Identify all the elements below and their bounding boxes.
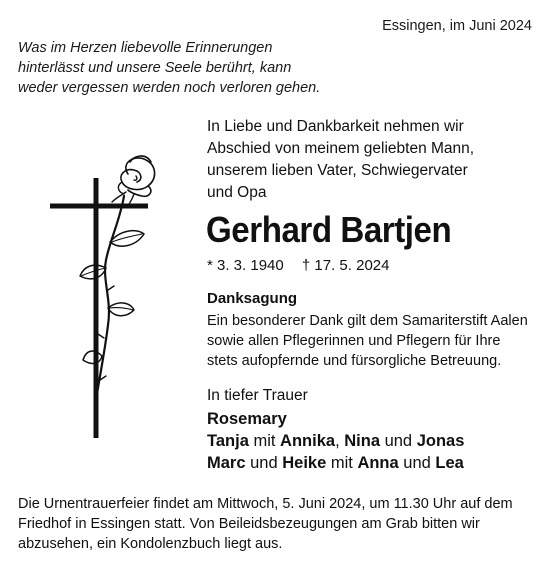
mourner-name: Tanja bbox=[207, 432, 249, 450]
birth-date: * 3. 3. 1940 bbox=[207, 257, 284, 274]
farewell-line: unserem lieben Vater, Schwiegervater bbox=[207, 162, 468, 179]
connector: und bbox=[398, 454, 436, 472]
funeral-info bbox=[18, 494, 538, 554]
thanks-heading: Danksagung bbox=[207, 290, 298, 307]
connector: und bbox=[245, 454, 283, 472]
funeral-line: Die Urnentrauerfeier findet am Mittwoch, 5. Juni 2024, um 11.30 Uhr auf dem bbox=[18, 496, 513, 512]
mourning-intro: In tiefer Trauer bbox=[207, 387, 308, 404]
mourner-name: Annika bbox=[280, 432, 336, 450]
connector: und bbox=[380, 432, 417, 450]
cross-with-rose-icon bbox=[50, 150, 170, 440]
funeral-line: abzusehen, ein Kondolenzbuch liegt aus. bbox=[18, 536, 283, 552]
poem-line: hinterlässt und unsere Seele berührt, kann bbox=[18, 60, 292, 76]
farewell-line: und Opa bbox=[207, 184, 267, 201]
place-date: Essingen, im Juni 2024 bbox=[382, 18, 532, 34]
mourner-name: Nina bbox=[344, 432, 380, 450]
thanks-text bbox=[207, 311, 542, 371]
mourner-name: Lea bbox=[435, 454, 464, 472]
mourner-family-row bbox=[207, 452, 464, 474]
farewell-line: In Liebe und Dankbarkeit nehmen wir bbox=[207, 118, 464, 135]
thanks-line: Ein besonderer Dank gilt dem Samariterstift Aalen bbox=[207, 313, 528, 329]
deceased-name: Gerhard Bartjen bbox=[206, 209, 452, 250]
mourner-family-row bbox=[207, 430, 464, 452]
mourner-name: Marc bbox=[207, 454, 246, 472]
mourner-spouse bbox=[207, 408, 464, 430]
mourner-name: Heike bbox=[282, 454, 327, 472]
thanks-line: sowie allen Pflegerinnen und Pflegern für Ihre bbox=[207, 333, 501, 349]
poem-line: Was im Herzen liebevolle Erinnerungen bbox=[18, 40, 273, 56]
connector: , bbox=[335, 432, 345, 450]
death-date: † 17. 5. 2024 bbox=[301, 257, 390, 274]
funeral-line: Friedhof in Essingen statt. Von Beileidsbezeugungen am Grab bitten wir bbox=[18, 516, 480, 532]
connector: mit bbox=[326, 454, 358, 472]
life-dates bbox=[207, 256, 389, 276]
connector: mit bbox=[248, 432, 281, 450]
mourner-name: Anna bbox=[357, 454, 399, 472]
thanks-line: stets aufopfernde und fürsorgliche Betreuung. bbox=[207, 353, 502, 369]
farewell-line: Abschied von meinem geliebten Mann, bbox=[207, 140, 475, 157]
mourners-list bbox=[207, 408, 464, 474]
mourner-name: Jonas bbox=[416, 432, 465, 450]
memorial-poem bbox=[18, 38, 348, 98]
farewell-text bbox=[207, 116, 537, 204]
mourner-name: Rosemary bbox=[207, 410, 287, 428]
poem-line: weder vergessen werden noch verloren gehen. bbox=[18, 80, 321, 96]
